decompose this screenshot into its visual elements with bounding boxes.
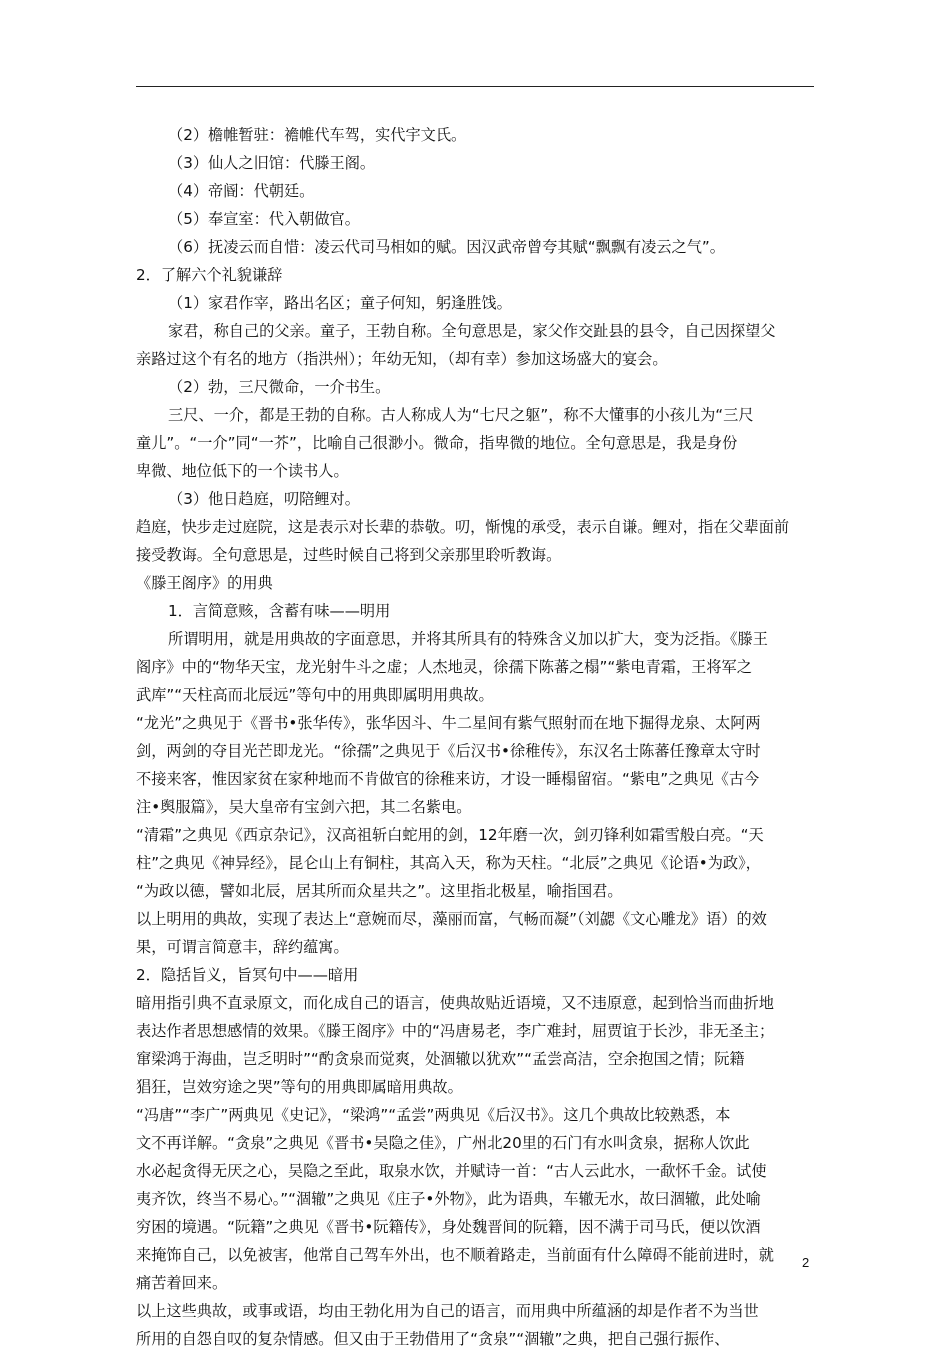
- text-line: 注•舆服篇》，吴大皇帝有宝剑六把，其二名紫电。: [136, 798, 472, 816]
- text-line: 以上明用的典故，实现了表达上“意婉而尽，藻丽而富，气畅而凝”（刘勰《文心雕龙》语）的效: [136, 910, 767, 928]
- document-body: [136, 121, 814, 1353]
- text-line: 《滕王阁序》的用典: [136, 574, 273, 592]
- text-line: 趋庭，快步走过庭院，这是表示对长辈的恭敬。叨，惭愧的承受，表示自谦。鲤对，指在父辈面前: [136, 518, 790, 536]
- text-line: （5）奉宣室：代入朝做官。: [168, 210, 360, 228]
- text-line: 卑微、地位低下的一个读书人。: [136, 462, 349, 480]
- text-line: 亲路过这个有名的地方（指洪州）；年幼无知，（却有幸）参加这场盛大的宴会。: [136, 350, 668, 368]
- text-line: 痛苦着回来。: [136, 1274, 228, 1292]
- text-line: “为政以德，譬如北辰，居其所而众星共之”。这里指北极星，喻指国君。: [136, 882, 623, 900]
- text-line: 表达作者思想感情的效果。《滕王阁序》中的“冯唐易老，李广难封，屈贾谊于长沙，非无圣主；: [136, 1022, 775, 1040]
- page-number: 2: [802, 1255, 810, 1270]
- text-line: 夷齐饮，终当不易心。”“涸辙”之典见《庄子•外物》，此为语典，车辙无水，故曰涸辙，此处喻: [136, 1190, 761, 1208]
- text-line: 2．了解六个礼貌谦辞: [136, 266, 283, 284]
- text-line: “清霜”之典见《西京杂记》，汉高祖斩白蛇用的剑，12年磨一次，剑刃锋利如霜雪般白亮。“天: [136, 826, 764, 844]
- text-line: 果，可谓言简意丰，辞约蕴寓。: [136, 938, 349, 956]
- text-line: 暗用指引典不直录原文，而化成自己的语言，使典故贴近语境，又不违原意，起到恰当而曲折地: [136, 994, 774, 1012]
- text-line: 柱”之典见《神异经》，昆仑山上有铜柱，其高入天，称为天柱。“北辰”之典见《论语•为政》，: [136, 854, 761, 872]
- text-line: 剑，两剑的夺目光芒即龙光。“徐孺”之典见于《后汉书•徐稚传》，东汉名士陈蕃任豫章太守时: [136, 742, 761, 760]
- text-line: 所谓明用，就是用典故的字面意思，并将其所具有的特殊含义加以扩大，变为泛指。《滕王: [168, 630, 768, 648]
- text-line: 2．隐括旨义，旨冥句中——暗用: [136, 966, 359, 984]
- text-line: 所用的自怨自叹的复杂情感。但又由于王勃借用了“贪泉”“涸辙”之典，把自己强行振作、: [136, 1330, 730, 1348]
- text-line: 阁序》中的“物华天宝，龙光射牛斗之虚；人杰地灵，徐孺下陈蕃之榻”“紫电青霜，王将军之: [136, 658, 752, 676]
- header-rule: [136, 86, 814, 87]
- text-line: 武库”“天柱高而北辰远”等句中的用典即属明用典故。: [136, 686, 494, 704]
- text-line: （3）他日趋庭，叨陪鲤对。: [168, 490, 360, 508]
- text-line: 窜梁鸿于海曲，岂乏明时”“酌贪泉而觉爽，处涸辙以犹欢”“孟尝高洁，空余抱国之情；阮籍: [136, 1050, 745, 1068]
- text-line: （2）檐帷暂驻：襜帷代车驾，实代宇文氏。: [168, 126, 467, 144]
- text-line: 家君，称自己的父亲。童子，王勃自称。全句意思是，家父作交趾县的县令，自己因探望父: [168, 322, 776, 340]
- text-line: 来掩饰自己，以免被害，他常自己驾车外出，也不顺着路走，当前面有什么障碍不能前进时，就: [136, 1246, 774, 1264]
- text-line: 不接来客，惟因家贫在家种地而不肯做官的徐稚来访，才设一睡榻留宿。“紫电”之典见《古今: [136, 770, 760, 788]
- text-line: “冯唐”“李广”两典见《史记》，“梁鸿”“孟尝”两典见《后汉书》。这几个典故比较熟悉，本: [136, 1106, 731, 1124]
- text-line: 文不再详解。“贪泉”之典见《晋书•吴隐之佳》，广州北20里的石门有水叫贪泉，据称人饮此: [136, 1134, 750, 1152]
- text-line: 穷困的境遇。“阮籍”之典见《晋书•阮籍传》，身处魏晋间的阮籍，因不满于司马氏，便以饮酒: [136, 1218, 761, 1236]
- text-line: 接受教诲。全句意思是，过些时候自己将到父亲那里聆听教诲。: [136, 546, 562, 564]
- text-line: 1．言简意赅，含蓄有味——明用: [168, 602, 391, 620]
- text-line: （4）帝阍：代朝廷。: [168, 182, 315, 200]
- text-line: 以上这些典故，或事或语，均由王勃化用为自己的语言，而用典中所蕴涵的却是作者不为当世: [136, 1302, 759, 1320]
- text-line: 三尺、一介，都是王勃的自称。古人称成人为“七尺之躯”，称不大懂事的小孩儿为“三尺: [168, 406, 754, 424]
- text-line: 水必起贪得无厌之心，吴隐之至此，取泉水饮，并赋诗一首：“古人云此水，一歃怀千金。试使: [136, 1162, 767, 1180]
- text-line: 猖狂，岂效穷途之哭”等句的用典即属暗用典故。: [136, 1078, 463, 1096]
- text-line: 童儿”。“一介”同“一芥”，比喻自己很渺小。微命，指卑微的地位。全句意思是，我是身份: [136, 434, 738, 452]
- text-line: （1）家君作宰，路出名区；童子何知，躬逢胜饯。: [168, 294, 512, 312]
- text-line: （3）仙人之旧馆：代滕王阁。: [168, 154, 376, 172]
- text-line: “龙光”之典见于《晋书•张华传》，张华因斗、牛二星间有紫气照射而在地下掘得龙泉、太阿两: [136, 714, 761, 732]
- text-line: （2）勃，三尺微命，一介书生。: [168, 378, 391, 396]
- text-line: （6）抚凌云而自惜：凌云代司马相如的赋。因汉武帝曾夸其赋“飘飘有凌云之气”。: [168, 238, 725, 256]
